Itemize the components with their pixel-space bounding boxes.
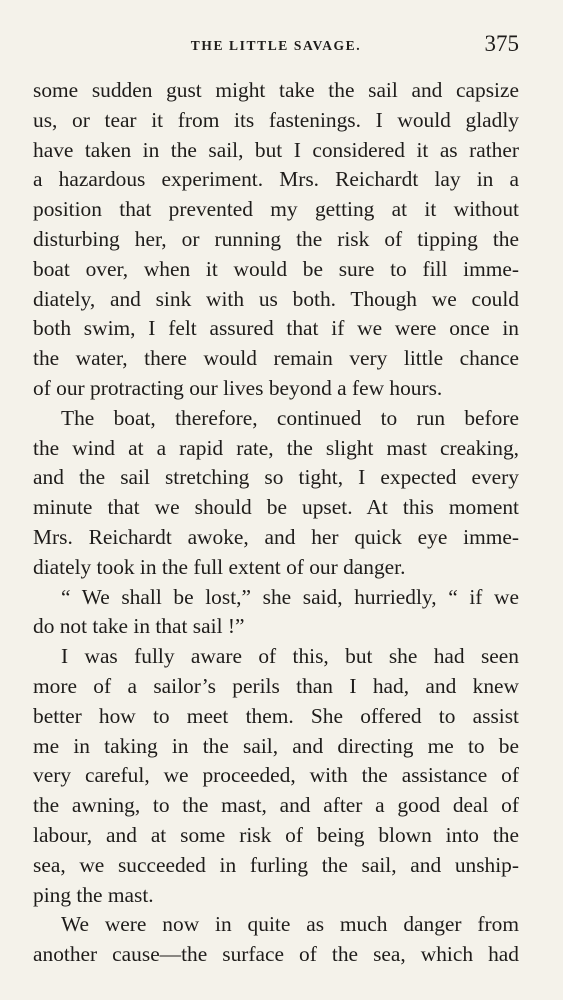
text-line: The boat, therefore, continued to run before: [61, 405, 519, 430]
text-line: We were now in quite as much danger from: [61, 912, 519, 937]
text-line: position that prevented my getting at it without: [33, 197, 519, 222]
text-line: me in taking in the sail, and directing me to be: [33, 733, 519, 758]
running-head: [33, 28, 519, 58]
text-line: a hazardous experiment. Mrs. Reichardt lay in a: [33, 167, 519, 192]
text-line: diately took in the full extent of our danger.: [33, 554, 406, 579]
text-line: both swim, I felt assured that if we were once in: [33, 316, 519, 341]
text-line: some sudden gust might take the sail and capsize: [33, 78, 519, 102]
text-line: diately, and sink with us both. Though we could: [33, 286, 519, 311]
text-line: the wind at a rapid rate, the slight mast creaking,: [33, 435, 519, 460]
text-line: another cause—the surface of the sea, which had: [33, 942, 519, 967]
text-line: disturbing her, or running the risk of tipping the: [33, 226, 519, 251]
body-text: [33, 76, 519, 970]
running-title: THE LITTLE SAVAGE.: [190, 38, 362, 53]
text-line: labour, and at some risk of being blown into the: [33, 822, 519, 847]
text-line: us, or tear it from its fastenings. I would gladly: [33, 107, 519, 132]
text-line: ping the mast.: [33, 882, 154, 907]
text-line: Mrs. Reichardt awoke, and her quick eye imme-: [33, 524, 519, 549]
text-line: very careful, we proceeded, with the assistance of: [33, 763, 519, 788]
text-line: of our protracting our lives beyond a few hours.: [33, 375, 443, 400]
text-line: have taken in the sail, but I considered it as rather: [33, 137, 519, 162]
text-line: I was fully aware of this, but she had seen: [61, 644, 519, 669]
text-line: minute that we should be upset. At this moment: [33, 495, 519, 520]
text-line: better how to meet them. She offered to assist: [33, 703, 519, 728]
text-line: do not take in that sail !”: [33, 614, 245, 639]
text-line: and the sail stretching so tight, I expected every: [33, 465, 519, 490]
page-number: 375: [484, 31, 519, 56]
text-line: sea, we succeeded in furling the sail, and unship-: [33, 852, 519, 877]
text-line: “ We shall be lost,” she said, hurriedly, “ if we: [61, 584, 519, 609]
text-line: the awning, to the mast, and after a good deal of: [33, 793, 519, 818]
text-line: more of a sailor’s perils than I had, and knew: [33, 673, 519, 698]
text-line: the water, there would remain very little chance: [33, 346, 519, 371]
text-line: boat over, when it would be sure to fill imme-: [33, 256, 519, 281]
